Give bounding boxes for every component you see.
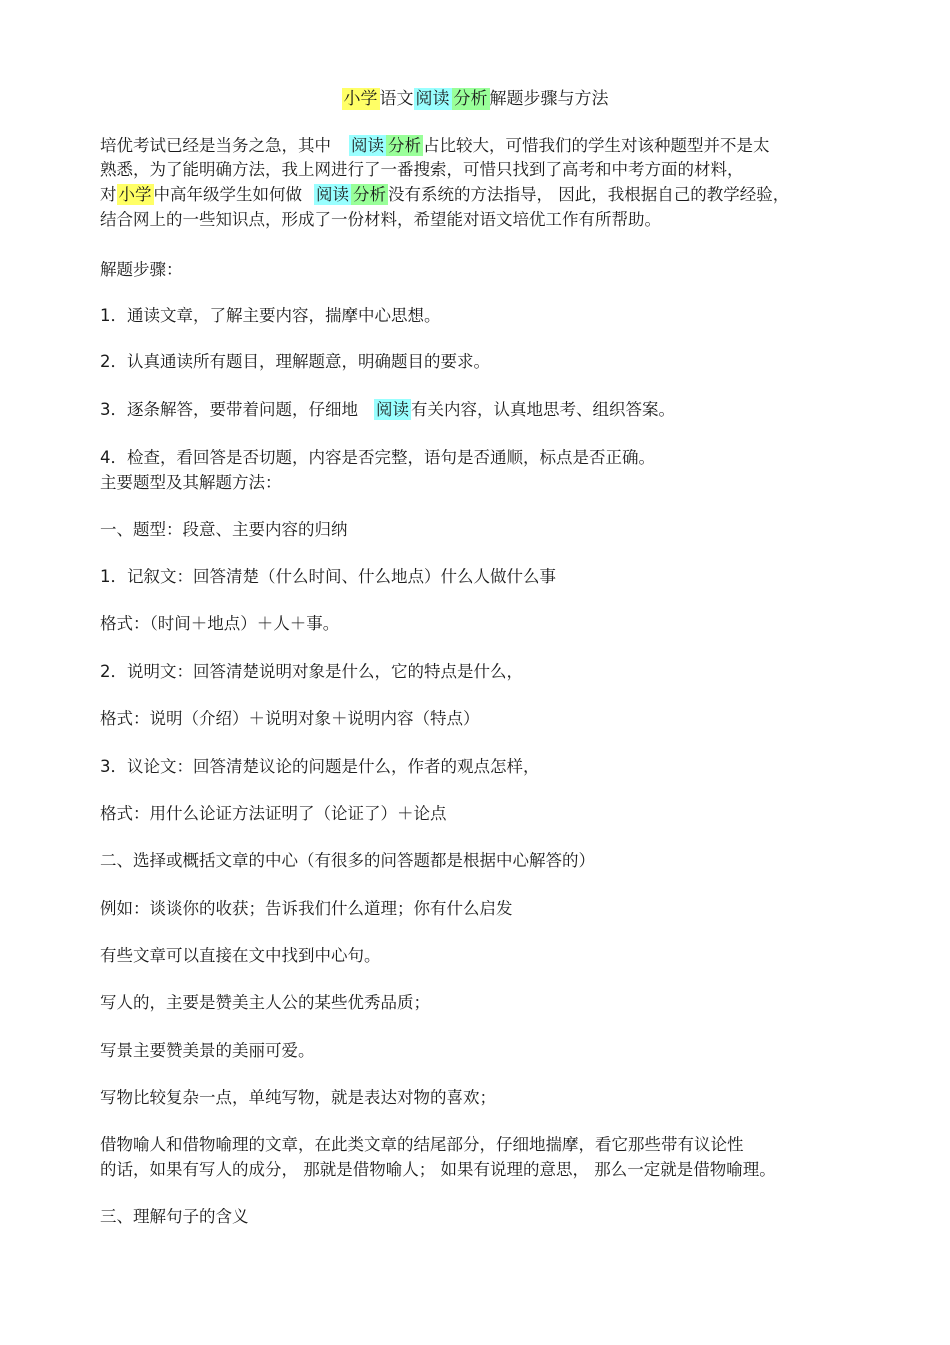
section-2-paragraph: 有些文章可以直接在文中找到中心句。 [100,946,381,965]
step-4: 4．检查，看回答是否切题，内容是否完整，语句是否通顺，标点是否正确。 [100,448,655,467]
page-title [0,87,950,111]
step-3-text: 有关内容，认真地思考、组织答案。 [411,400,675,419]
step-3-text: 3．逐条解答，要带着问题，仔细地 [100,400,358,419]
section-1-item-2: 2．说明文：回答清楚说明对象是什么，它的特点是什么， [100,662,523,681]
intro-text: 没有系统的方法指导， 因此，我根据自己的教学经验， [388,185,790,204]
section-2-paragraph: 写景主要赞美景的美丽可爱。 [100,1041,315,1060]
section-1-item-3-format: 格式：用什么论证方法证明了（论证了）＋论点 [100,804,447,823]
section-2-paragraph: 的话，如果有写人的成分， 那就是借物喻人； 如果有说理的意思， 那么一定就是借物喻理。 [100,1160,776,1179]
intro-text: 中高年级学生如何做 [153,185,302,204]
intro-text: 占比较大，可惜我们的学生对该种题型并不是太 [423,136,770,155]
step-3-highlight-reading: 阅读 [376,400,409,419]
intro-highlight-analysis-2: 分析 [353,185,386,204]
section-1-item-2-format: 格式：说明（介绍）＋说明对象＋说明内容（特点） [100,709,480,728]
section-2-paragraph: 写人的，主要是赞美主人公的某些优秀品质； [100,993,430,1012]
intro-highlight-reading-2: 阅读 [316,185,349,204]
section-1-item-3: 3．议论文：回答清楚议论的问题是什么，作者的观点怎样， [100,757,540,776]
section-1-heading: 一、题型：段意、主要内容的归纳 [100,520,348,539]
steps-heading: 解题步骤： [100,260,183,279]
section-3-heading: 三、理解句子的含义 [100,1207,249,1226]
section-1-item-1: 1．记叙文：回答清楚（什么时间、什么地点）什么人做什么事 [100,567,556,586]
step-3 [100,398,675,422]
intro-highlight-reading: 阅读 [351,136,384,155]
title-highlight-reading: 阅读 [415,89,450,109]
intro-text: 对 [100,185,117,204]
title-highlight-primary-school: 小学 [343,89,378,109]
section-2-paragraph: 借物喻人和借物喻理的文章，在此类文章的结尾部分，仔细地揣摩，看它那些带有议论性 [100,1135,744,1154]
title-text-chinese: 语文 [379,89,414,109]
section-1-item-1-format: 格式：（时间＋地点）＋人＋事。 [100,614,340,633]
intro-text: 培优考试已经是当务之急，其中 [100,136,331,155]
section-2-heading: 二、选择或概括文章的中心（有很多的问答题都是根据中心解答的） [100,851,595,870]
intro-highlight-analysis: 分析 [388,136,421,155]
section-2-paragraph: 写物比较复杂一点，单纯写物，就是表达对物的喜欢； [100,1088,496,1107]
intro-line-1 [100,134,770,158]
intro-line-2: 熟悉，为了能明确方法，我上网进行了一番搜索，可惜只找到了高考和中考方面的材料， [100,160,744,179]
intro-line-4: 结合网上的一些知识点，形成了一份材料，希望能对语文培优工作有所帮助。 [100,210,661,229]
title-text-rest: 解题步骤与方法 [489,89,609,109]
step-1: 1．通读文章，了解主要内容，揣摩中心思想。 [100,306,441,325]
step-2: 2．认真通读所有题目，理解题意，明确题目的要求。 [100,352,490,371]
intro-highlight-primary-school: 小学 [118,185,152,204]
intro-line-3 [100,183,789,207]
section-2-example: 例如：谈谈你的收获；告诉我们什么道理；你有什么启发 [100,899,513,918]
title-highlight-analysis: 分析 [453,89,488,109]
types-heading: 主要题型及其解题方法： [100,473,282,492]
